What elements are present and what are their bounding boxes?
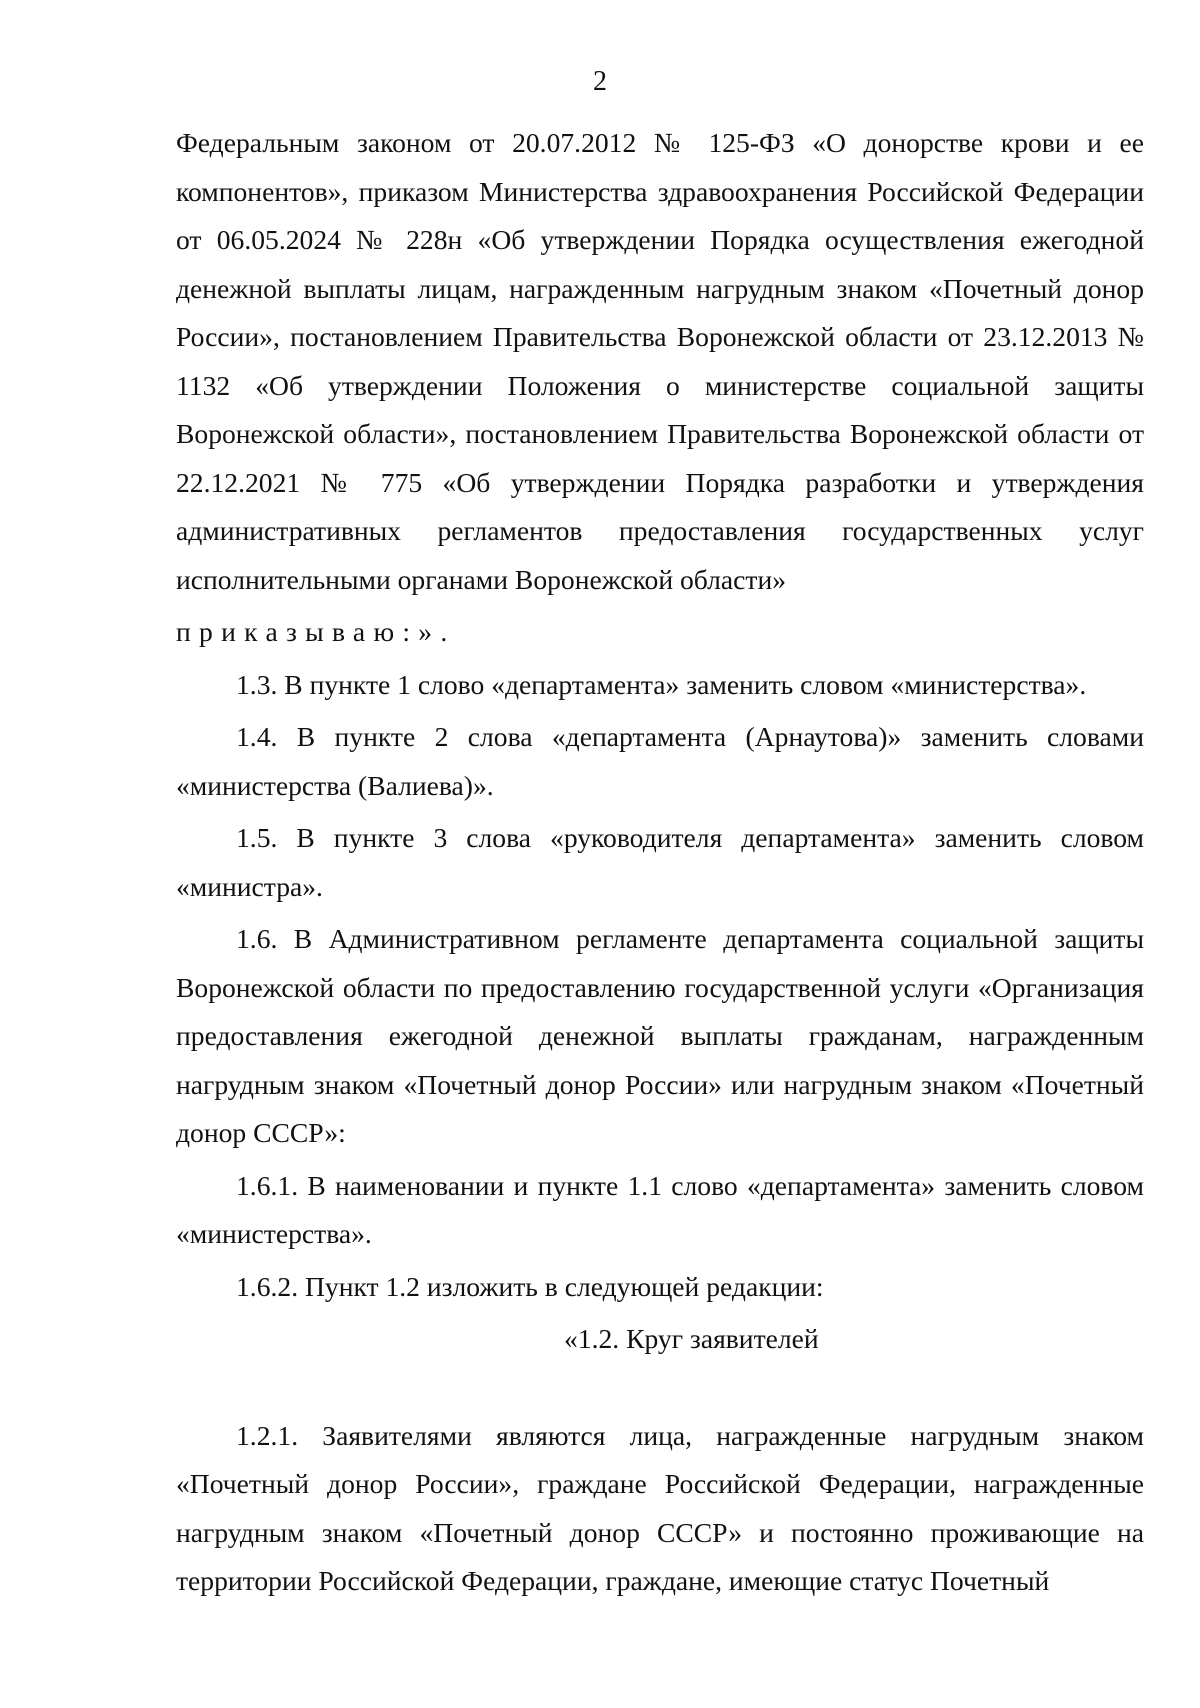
paragraph-1-6-1: 1.6.1. В наименовании и пункте 1.1 слово «департамента» заменить словом «министерства». [176, 1169, 1144, 1249]
paragraph-1-6: 1.6. В Административном регламенте департамента социальной защиты Воронежской области по предоставлению государственной услуги «Организация предоставления ежегодной денежной выплаты гражданам, награжденным нагрудным знаком «Почетный донор России» или нагрудным знаком «Почетный донор СССР»: [176, 923, 1144, 1148]
paragraph-1-3: 1.3. В пункте 1 слово «департамента» заменить словом «министерства». [236, 668, 1087, 700]
prikazyvayu-line: приказываю:». [176, 616, 456, 647]
paragraph-1-2-1: 1.2.1. Заявителями являются лица, награжденные нагрудным знаком «Почетный донор России», граждане Российской Федерации, награжденные нагрудным знаком «Почетный донор СССР» и постоянно проживающие на территории Российской Федерации, граждане, имеющие статус Почетный [176, 1419, 1144, 1596]
intro-paragraph: Федеральным законом от 20.07.2012 № 125-ФЗ «О донорстве крови и ее компонентов», приказом Министерства здравоохранения Российской Федерации от 06.05.2024 № 228н «Об утверждении Порядка осуществления ежегодной денежной выплаты лицам, награжденным нагрудным знаком «Почетный донор России», постановлением Правительства Воронежской области от 23.12.2013 № 1132 «Об утверждении Положения о министерстве социальной защиты Воронежской области», постановлением Правительства Воронежской области от 22.12.2021 № 775 «Об утверждении Порядка разработки и утверждения административных регламентов предоставления государственных услуг исполнительными органами Воронежской области» [176, 127, 1144, 595]
document-body [176, 119, 1144, 1606]
section-heading-1-2: «1.2. Круг заявителей [564, 1323, 819, 1354]
paragraph-1-5: 1.5. В пункте 3 слова «руководителя департамента» заменить словом «министра». [176, 822, 1144, 902]
page-number: 2 [593, 66, 607, 97]
paragraph-1-4: 1.4. В пункте 2 слова «департамента (Арнаутова)» заменить словами «министерства (Валиева)». [176, 721, 1144, 801]
paragraph-1-6-2: 1.6.2. Пункт 1.2 изложить в следующей редакции: [236, 1270, 824, 1302]
